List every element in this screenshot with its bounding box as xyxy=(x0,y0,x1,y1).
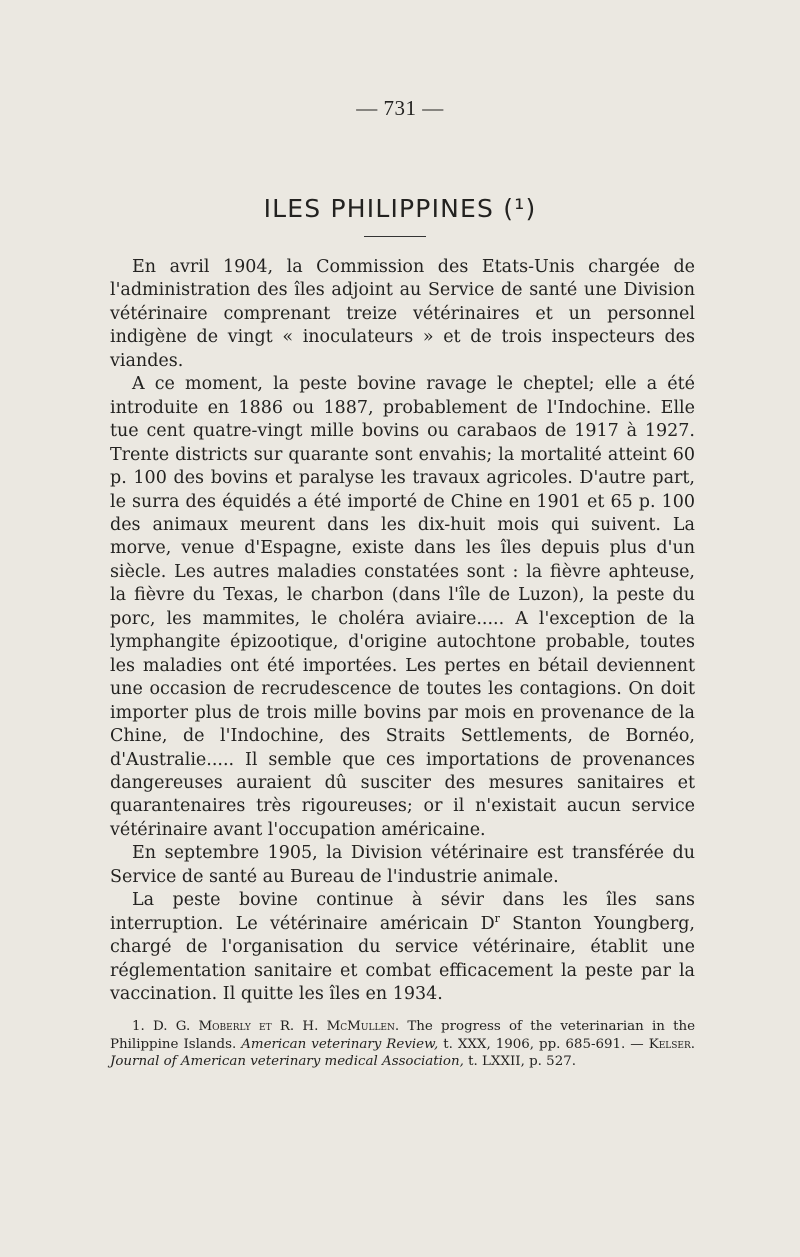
footnote-article-title: The progress of the veterinarian in the Philippine Islands. xyxy=(110,1019,696,1052)
paragraph-3: En septembre 1905, la Division vétérinaire est transférée du Service de santé au Bureau de l'industrie animale. xyxy=(110,843,695,887)
paragraph-2: A ce moment, la peste bovine ravage le cheptel; elle a été introduite en 1886 ou 1887, probablement de l'Indochine. Elle tue cent quatre-vingt mille bovins ou carabaos de 1917 à 1927. Trente districts sur quarante sont envahis; la mortalité atteint 60 p. 100 des bovins et paralyse les travaux agricoles. D'autre part, le surra des équidés a été importé de Chine en 1901 et 65 p. 100 des animaux meurent dans les dix-huit mois qui suivent. La morve, venue d'Espagne, existe dans les îles depuis plus d'un siècle. Les autres maladies constatées sont : la fièvre aphteuse, la fièvre du Texas, le charbon (dans l'île de Luzon), la peste du porc, les mammites, le choléra aviaire..... A l'exception de la lymphangite épizootique, d'origine autochtone probable, toutes les maladies ont été importées. Les pertes en bétail deviennent une occasion de recrudescence de toutes les contagions. On doit importer plus de trois mille bovins par mois en provenance de la Chine, de l'Indochine, des Straits Settlements, de Bornéo, d'Australie..... Il semble que ces importations de provenances dangereuses auraient dû susciter des mesures sanitaires et quarantenaires très rigoureuses; or il n'existait aucun service vétérinaire avant l'occupation américaine. xyxy=(110,374,695,840)
chapter-title xyxy=(0,194,800,223)
footnote-ref-2: t. LXXII, p. 527. xyxy=(468,1054,576,1069)
paragraph-4-part-1: La peste bovine continue à sévir dans les îles sans interruption. Le vétérinaire américain D xyxy=(110,890,695,934)
paragraph-4 xyxy=(110,889,695,1006)
footnote xyxy=(110,1018,695,1071)
body-text xyxy=(110,256,695,1007)
footnote-ref-1: t. XXX, 1906, pp. 685-691. — xyxy=(443,1036,644,1052)
chapter-title-text: ILES PHILIPPINES xyxy=(263,194,495,223)
paragraph-4-part-2: Stanton Youngberg, chargé de l'organisation du service vétérinaire, établit une réglementation sanitaire et combat efficacement la peste par la vaccination. Il quitte les îles en 1934. xyxy=(110,913,695,1005)
superscript-r: r xyxy=(494,911,500,925)
paragraph-1: En avril 1904, la Commission des Etats-Unis chargée de l'administration des îles adjoint au Service de santé une Division vétérinaire comprenant treize vétérinaires et un personnel indigène de vingt « inoculateurs » et de trois inspecteurs des viandes. xyxy=(110,257,695,371)
title-footnote-marker: (¹) xyxy=(503,194,537,223)
footnote-number: 1. xyxy=(132,1019,145,1034)
page-number: — 731 — xyxy=(356,96,444,120)
footnote-1 xyxy=(110,1018,695,1071)
footnote-journal-2: Journal of American veterinary medical Association, xyxy=(110,1054,464,1069)
title-divider xyxy=(364,236,426,237)
footnote-authors: D. G. Moberly et R. H. McMullen. xyxy=(153,1019,400,1034)
footnote-journal-1: American veterinary Review, xyxy=(241,1036,439,1052)
footnote-author-2: Kelser. xyxy=(648,1036,696,1052)
